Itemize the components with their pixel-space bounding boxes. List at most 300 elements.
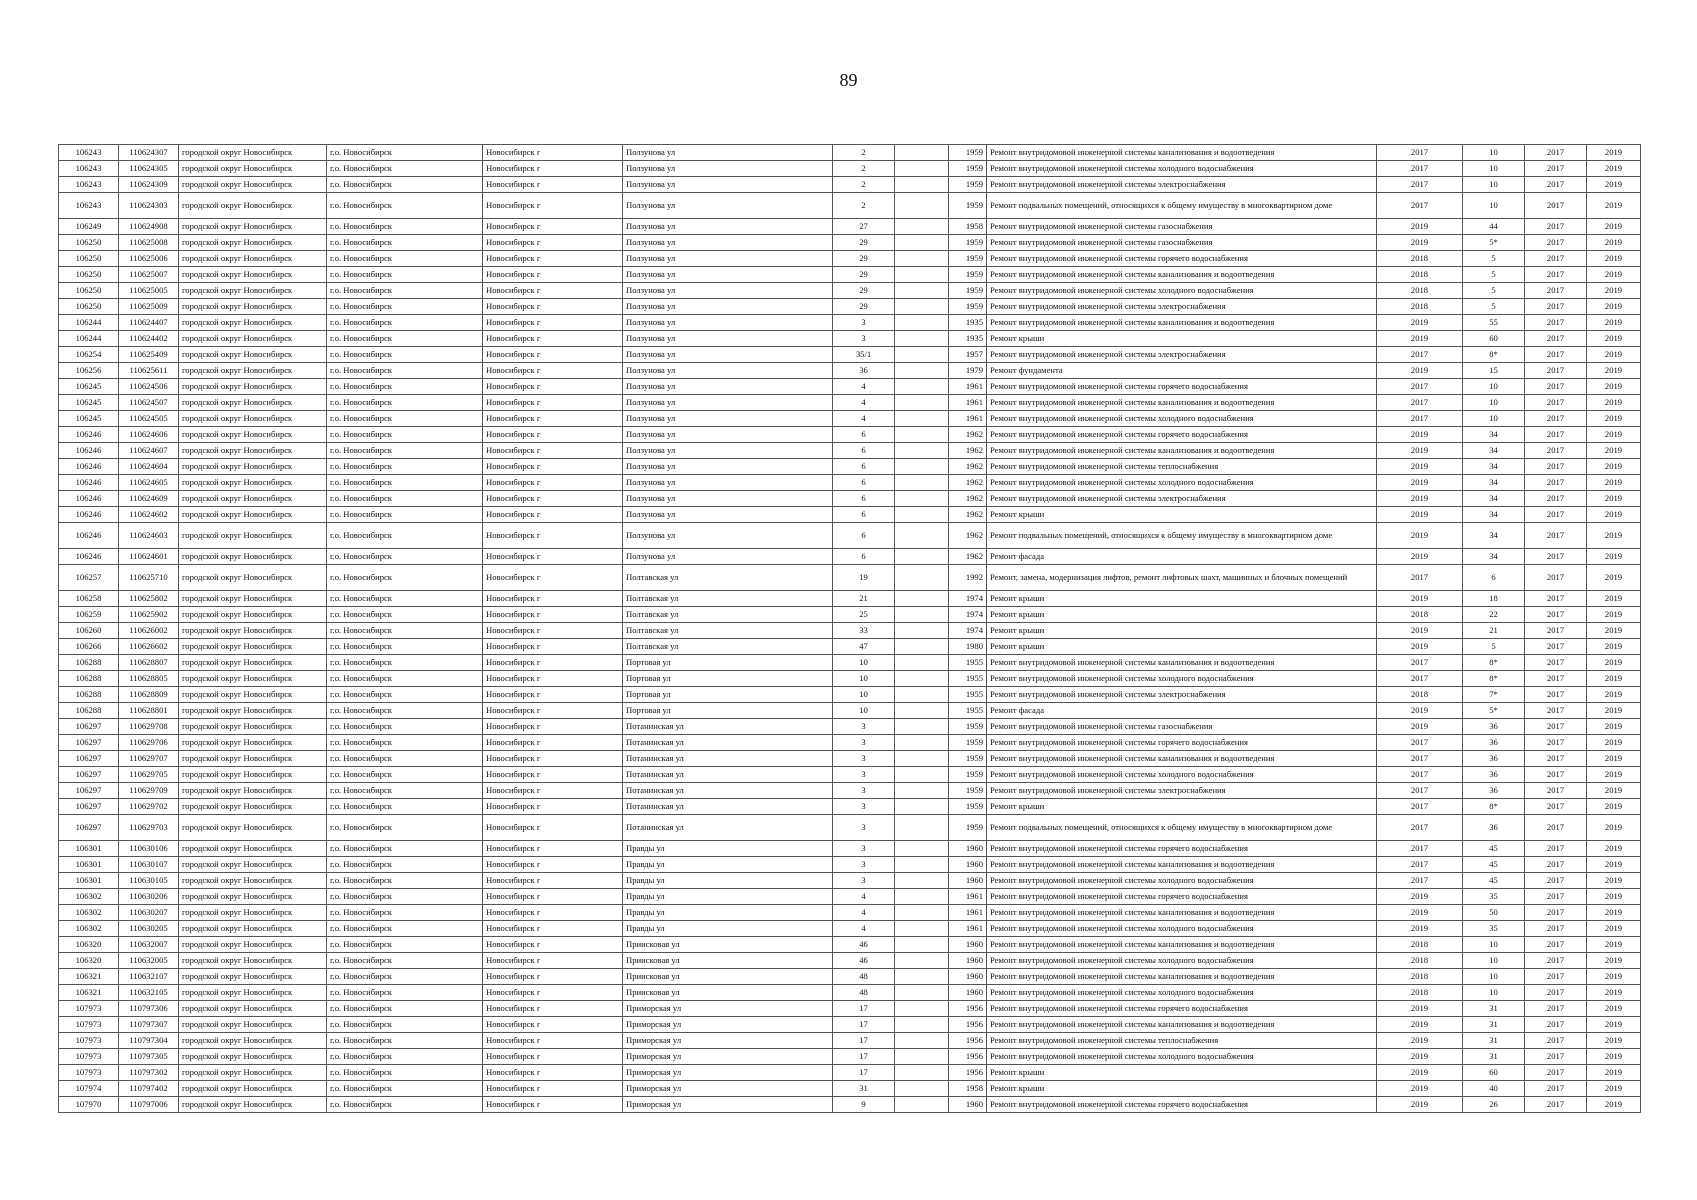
cell-street: Ползунова ул [623,443,833,459]
cell-settlement: Новосибирск г [483,607,623,623]
cell-house-number: 21 [833,591,895,607]
cell-municipal-unit: г.о. Новосибирск [327,921,483,937]
cell-count: 40 [1463,1081,1525,1097]
cell-work-id: 110624605 [119,475,179,491]
table-row [59,857,1641,873]
cell-municipal-unit: г.о. Новосибирск [327,379,483,395]
cell-work-type: Ремонт фасада [987,549,1377,565]
cell-planned-year: 2018 [1377,267,1463,283]
cell-municipality: городской округ Новосибирск [179,783,327,799]
cell-count: 10 [1463,985,1525,1001]
cell-work-type: Ремонт внутридомовой инженерной системы канализования и водоотведения [987,315,1377,331]
cell-street: Ползунова ул [623,283,833,299]
cell-building [895,969,949,985]
cell-settlement: Новосибирск г [483,523,623,549]
cell-year-built: 1955 [949,687,987,703]
table-row [59,921,1641,937]
cell-settlement: Новосибирск г [483,703,623,719]
cell-house-number: 29 [833,267,895,283]
cell-building [895,1001,949,1017]
cell-municipality: городской округ Новосибирск [179,427,327,443]
cell-house-id: 106260 [59,623,119,639]
cell-work-id: 110630205 [119,921,179,937]
cell-house-number: 3 [833,841,895,857]
cell-house-id: 106243 [59,193,119,219]
page-number: 89 [839,70,858,90]
cell-street: Приисковая ул [623,937,833,953]
cell-building [895,549,949,565]
cell-work-id: 110624307 [119,145,179,161]
cell-period-end: 2019 [1587,283,1641,299]
cell-building [895,921,949,937]
cell-count: 10 [1463,969,1525,985]
cell-municipal-unit: г.о. Новосибирск [327,1097,483,1113]
cell-work-id: 110630105 [119,873,179,889]
cell-period-end: 2019 [1587,507,1641,523]
cell-planned-year: 2019 [1377,1097,1463,1113]
cell-municipal-unit: г.о. Новосибирск [327,953,483,969]
cell-work-id: 110624607 [119,443,179,459]
table-row [59,719,1641,735]
cell-year-built: 1961 [949,395,987,411]
cell-planned-year: 2019 [1377,1033,1463,1049]
cell-work-type: Ремонт внутридомовой инженерной системы холодного водоснабжения [987,985,1377,1001]
cell-house-number: 47 [833,639,895,655]
cell-count: 31 [1463,1001,1525,1017]
cell-count: 34 [1463,507,1525,523]
cell-municipality: городской округ Новосибирск [179,1001,327,1017]
table-row [59,347,1641,363]
cell-street: Потанинская ул [623,799,833,815]
table-row [59,591,1641,607]
cell-street: Полтавская ул [623,639,833,655]
cell-planned-year: 2017 [1377,783,1463,799]
cell-work-type: Ремонт внутридомовой инженерной системы канализования и водоотведения [987,267,1377,283]
cell-year-built: 1960 [949,937,987,953]
cell-municipal-unit: г.о. Новосибирск [327,1065,483,1081]
cell-count: 10 [1463,145,1525,161]
cell-municipality: городской округ Новосибирск [179,161,327,177]
cell-period-end: 2019 [1587,1065,1641,1081]
cell-work-id: 110624407 [119,315,179,331]
cell-period-end: 2019 [1587,379,1641,395]
cell-house-number: 3 [833,735,895,751]
cell-planned-year: 2017 [1377,767,1463,783]
cell-municipal-unit: г.о. Новосибирск [327,235,483,251]
cell-settlement: Новосибирск г [483,985,623,1001]
cell-year-built: 1962 [949,475,987,491]
cell-municipality: городской округ Новосибирск [179,1081,327,1097]
cell-settlement: Новосибирск г [483,767,623,783]
cell-municipality: городской округ Новосибирск [179,687,327,703]
cell-work-type: Ремонт фасада [987,703,1377,719]
cell-planned-year: 2019 [1377,363,1463,379]
cell-municipality: городской округ Новосибирск [179,969,327,985]
cell-count: 15 [1463,363,1525,379]
table-row [59,905,1641,921]
table-row [59,1017,1641,1033]
table-body [59,145,1641,1113]
cell-house-number: 10 [833,671,895,687]
cell-count: 5* [1463,703,1525,719]
cell-house-number: 6 [833,443,895,459]
cell-house-number: 9 [833,1097,895,1113]
cell-municipality: городской округ Новосибирск [179,475,327,491]
cell-house-id: 106250 [59,299,119,315]
cell-municipal-unit: г.о. Новосибирск [327,315,483,331]
cell-house-id: 106288 [59,671,119,687]
cell-municipal-unit: г.о. Новосибирск [327,815,483,841]
cell-municipality: городской округ Новосибирск [179,459,327,475]
cell-count: 7* [1463,687,1525,703]
cell-period-end: 2019 [1587,655,1641,671]
cell-work-id: 110625802 [119,591,179,607]
cell-building [895,1097,949,1113]
cell-building [895,783,949,799]
cell-work-id: 110624908 [119,219,179,235]
cell-period-end: 2019 [1587,459,1641,475]
cell-street: Потанинская ул [623,735,833,751]
cell-municipality: городской округ Новосибирск [179,953,327,969]
cell-municipal-unit: г.о. Новосибирск [327,161,483,177]
cell-house-id: 106246 [59,427,119,443]
cell-year-built: 1959 [949,783,987,799]
cell-year-built: 1961 [949,411,987,427]
cell-house-id: 106246 [59,549,119,565]
cell-settlement: Новосибирск г [483,459,623,475]
cell-work-type: Ремонт внутридомовой инженерной системы горячего водоснабжения [987,841,1377,857]
cell-house-number: 3 [833,815,895,841]
cell-house-number: 27 [833,219,895,235]
capital-repair-table [58,144,1641,1113]
cell-house-id: 106258 [59,591,119,607]
cell-work-type: Ремонт, замена, модернизация лифтов, ремонт лифтовых шахт, машинных и блочных помещений [987,565,1377,591]
cell-period-end: 2019 [1587,905,1641,921]
table-row [59,161,1641,177]
cell-period-start: 2017 [1525,735,1587,751]
cell-house-id: 107970 [59,1097,119,1113]
cell-work-type: Ремонт внутридомовой инженерной системы горячего водоснабжения [987,735,1377,751]
cell-planned-year: 2019 [1377,1065,1463,1081]
cell-house-id: 106249 [59,219,119,235]
cell-municipal-unit: г.о. Новосибирск [327,591,483,607]
cell-count: 8* [1463,347,1525,363]
cell-year-built: 1955 [949,655,987,671]
cell-period-end: 2019 [1587,235,1641,251]
cell-period-end: 2019 [1587,219,1641,235]
cell-planned-year: 2017 [1377,815,1463,841]
cell-house-id: 107973 [59,1049,119,1065]
cell-municipality: городской округ Новосибирск [179,1017,327,1033]
cell-building [895,591,949,607]
cell-planned-year: 2019 [1377,921,1463,937]
cell-count: 34 [1463,427,1525,443]
cell-period-end: 2019 [1587,735,1641,751]
cell-street: Приисковая ул [623,985,833,1001]
cell-municipality: городской округ Новосибирск [179,623,327,639]
cell-house-number: 3 [833,331,895,347]
cell-year-built: 1962 [949,491,987,507]
cell-municipal-unit: г.о. Новосибирск [327,507,483,523]
cell-planned-year: 2017 [1377,841,1463,857]
cell-planned-year: 2017 [1377,145,1463,161]
cell-municipal-unit: г.о. Новосибирск [327,857,483,873]
cell-period-end: 2019 [1587,411,1641,427]
cell-count: 31 [1463,1017,1525,1033]
cell-street: Ползунова ул [623,145,833,161]
cell-house-id: 106250 [59,283,119,299]
cell-year-built: 1935 [949,331,987,347]
cell-municipality: городской округ Новосибирск [179,735,327,751]
table-row [59,395,1641,411]
cell-municipality: городской округ Новосибирск [179,565,327,591]
cell-municipality: городской округ Новосибирск [179,889,327,905]
cell-house-number: 4 [833,395,895,411]
cell-year-built: 1960 [949,969,987,985]
cell-planned-year: 2017 [1377,565,1463,591]
cell-count: 55 [1463,315,1525,331]
cell-year-built: 1960 [949,985,987,1001]
cell-municipality: городской округ Новосибирск [179,411,327,427]
cell-settlement: Новосибирск г [483,1097,623,1113]
cell-building [895,937,949,953]
cell-work-id: 110625008 [119,235,179,251]
table-row [59,671,1641,687]
cell-house-number: 6 [833,427,895,443]
cell-year-built: 1974 [949,591,987,607]
cell-street: Ползунова ул [623,523,833,549]
cell-municipality: городской округ Новосибирск [179,235,327,251]
table-row [59,783,1641,799]
cell-house-id: 106297 [59,719,119,735]
table-row [59,491,1641,507]
cell-work-type: Ремонт внутридомовой инженерной системы холодного водоснабжения [987,921,1377,937]
cell-year-built: 1959 [949,193,987,219]
cell-municipal-unit: г.о. Новосибирск [327,145,483,161]
cell-planned-year: 2019 [1377,719,1463,735]
cell-building [895,363,949,379]
cell-building [895,607,949,623]
cell-municipality: городской округ Новосибирск [179,251,327,267]
cell-count: 10 [1463,411,1525,427]
cell-work-id: 110632007 [119,937,179,953]
cell-planned-year: 2019 [1377,639,1463,655]
cell-year-built: 1959 [949,235,987,251]
cell-municipal-unit: г.о. Новосибирск [327,1049,483,1065]
cell-period-start: 2017 [1525,719,1587,735]
cell-period-end: 2019 [1587,1097,1641,1113]
cell-municipality: городской округ Новосибирск [179,491,327,507]
cell-house-id: 106266 [59,639,119,655]
cell-house-id: 106301 [59,873,119,889]
table-row [59,443,1641,459]
cell-period-start: 2017 [1525,1065,1587,1081]
cell-municipal-unit: г.о. Новосибирск [327,443,483,459]
cell-year-built: 1956 [949,1049,987,1065]
cell-count: 31 [1463,1033,1525,1049]
cell-street: Правды ул [623,857,833,873]
cell-settlement: Новосибирск г [483,363,623,379]
cell-street: Приморская ул [623,1097,833,1113]
cell-period-start: 2017 [1525,475,1587,491]
cell-period-end: 2019 [1587,145,1641,161]
cell-street: Ползунова ул [623,193,833,219]
cell-period-start: 2017 [1525,411,1587,427]
cell-year-built: 1961 [949,921,987,937]
cell-year-built: 1959 [949,267,987,283]
cell-period-end: 2019 [1587,969,1641,985]
cell-settlement: Новосибирск г [483,1049,623,1065]
cell-work-type: Ремонт подвальных помещений, относящихся к общему имуществу в многоквартирном доме [987,815,1377,841]
cell-period-start: 2017 [1525,379,1587,395]
cell-year-built: 1959 [949,145,987,161]
cell-house-number: 46 [833,937,895,953]
cell-house-number: 17 [833,1033,895,1049]
cell-count: 36 [1463,815,1525,841]
table-row [59,1033,1641,1049]
cell-municipal-unit: г.о. Новосибирск [327,969,483,985]
cell-period-end: 2019 [1587,363,1641,379]
cell-municipal-unit: г.о. Новосибирск [327,767,483,783]
cell-period-end: 2019 [1587,591,1641,607]
cell-street: Портовая ул [623,655,833,671]
cell-period-end: 2019 [1587,1017,1641,1033]
cell-planned-year: 2017 [1377,161,1463,177]
cell-period-start: 2017 [1525,1097,1587,1113]
cell-planned-year: 2017 [1377,379,1463,395]
cell-period-start: 2017 [1525,687,1587,703]
cell-period-end: 2019 [1587,315,1641,331]
cell-settlement: Новосибирск г [483,507,623,523]
cell-street: Ползунова ул [623,491,833,507]
cell-house-id: 106302 [59,921,119,937]
cell-settlement: Новосибирск г [483,443,623,459]
cell-building [895,427,949,443]
cell-planned-year: 2019 [1377,507,1463,523]
cell-house-id: 106259 [59,607,119,623]
cell-settlement: Новосибирск г [483,591,623,607]
cell-planned-year: 2017 [1377,751,1463,767]
cell-work-id: 110628807 [119,655,179,671]
cell-building [895,841,949,857]
cell-work-type: Ремонт внутридомовой инженерной системы холодного водоснабжения [987,411,1377,427]
cell-municipality: городской округ Новосибирск [179,751,327,767]
cell-work-type: Ремонт внутридомовой инженерной системы холодного водоснабжения [987,475,1377,491]
cell-period-start: 2017 [1525,671,1587,687]
table-row [59,767,1641,783]
cell-work-type: Ремонт внутридомовой инженерной системы канализования и водоотведения [987,969,1377,985]
cell-municipal-unit: г.о. Новосибирск [327,549,483,565]
cell-house-id: 106245 [59,411,119,427]
cell-period-start: 2017 [1525,299,1587,315]
cell-work-type: Ремонт внутридомовой инженерной системы горячего водоснабжения [987,379,1377,395]
cell-year-built: 1962 [949,443,987,459]
cell-work-type: Ремонт внутридомовой инженерной системы электроснабжения [987,177,1377,193]
cell-settlement: Новосибирск г [483,1081,623,1097]
cell-municipality: городской округ Новосибирск [179,905,327,921]
cell-count: 10 [1463,379,1525,395]
cell-period-start: 2017 [1525,193,1587,219]
cell-street: Приисковая ул [623,969,833,985]
cell-work-type: Ремонт внутридомовой инженерной системы газоснабжения [987,219,1377,235]
cell-settlement: Новосибирск г [483,1033,623,1049]
cell-municipal-unit: г.о. Новосибирск [327,251,483,267]
cell-count: 8* [1463,799,1525,815]
cell-building [895,655,949,671]
cell-count: 45 [1463,873,1525,889]
cell-period-end: 2019 [1587,1081,1641,1097]
cell-count: 10 [1463,937,1525,953]
cell-house-id: 106297 [59,815,119,841]
cell-count: 36 [1463,735,1525,751]
cell-work-id: 110797307 [119,1017,179,1033]
cell-period-end: 2019 [1587,767,1641,783]
cell-count: 34 [1463,549,1525,565]
cell-house-number: 3 [833,873,895,889]
cell-settlement: Новосибирск г [483,395,623,411]
cell-period-start: 2017 [1525,347,1587,363]
cell-settlement: Новосибирск г [483,565,623,591]
cell-work-id: 110797302 [119,1065,179,1081]
cell-work-id: 110629706 [119,735,179,751]
cell-count: 10 [1463,193,1525,219]
cell-work-type: Ремонт крыши [987,507,1377,523]
cell-municipality: городской округ Новосибирск [179,873,327,889]
cell-municipal-unit: г.о. Новосибирск [327,655,483,671]
cell-count: 10 [1463,177,1525,193]
cell-work-type: Ремонт внутридомовой инженерной системы электроснабжения [987,783,1377,799]
cell-work-id: 110624402 [119,331,179,347]
cell-building [895,299,949,315]
cell-house-number: 4 [833,905,895,921]
cell-municipal-unit: г.о. Новосибирск [327,363,483,379]
cell-count: 36 [1463,767,1525,783]
cell-work-id: 110797305 [119,1049,179,1065]
cell-work-id: 110630106 [119,841,179,857]
cell-period-end: 2019 [1587,1049,1641,1065]
cell-work-type: Ремонт внутридомовой инженерной системы электроснабжения [987,299,1377,315]
cell-year-built: 1959 [949,719,987,735]
cell-period-end: 2019 [1587,395,1641,411]
cell-period-end: 2019 [1587,703,1641,719]
cell-house-number: 3 [833,783,895,799]
cell-building [895,315,949,331]
cell-work-type: Ремонт внутридомовой инженерной системы канализования и водоотведения [987,655,1377,671]
cell-planned-year: 2019 [1377,1001,1463,1017]
cell-period-end: 2019 [1587,299,1641,315]
cell-building [895,459,949,475]
cell-settlement: Новосибирск г [483,299,623,315]
cell-planned-year: 2018 [1377,687,1463,703]
cell-period-start: 2017 [1525,751,1587,767]
cell-municipality: городской округ Новосибирск [179,921,327,937]
cell-count: 34 [1463,523,1525,549]
cell-period-start: 2017 [1525,507,1587,523]
cell-year-built: 1962 [949,459,987,475]
cell-settlement: Новосибирск г [483,857,623,873]
cell-work-type: Ремонт внутридомовой инженерной системы канализования и водоотведения [987,443,1377,459]
cell-building [895,161,949,177]
cell-period-start: 2017 [1525,427,1587,443]
cell-work-id: 110629707 [119,751,179,767]
cell-period-end: 2019 [1587,549,1641,565]
table-row [59,177,1641,193]
cell-settlement: Новосибирск г [483,937,623,953]
table-row [59,331,1641,347]
cell-planned-year: 2018 [1377,985,1463,1001]
cell-work-type: Ремонт внутридомовой инженерной системы теплоснабжения [987,1033,1377,1049]
cell-municipal-unit: г.о. Новосибирск [327,193,483,219]
